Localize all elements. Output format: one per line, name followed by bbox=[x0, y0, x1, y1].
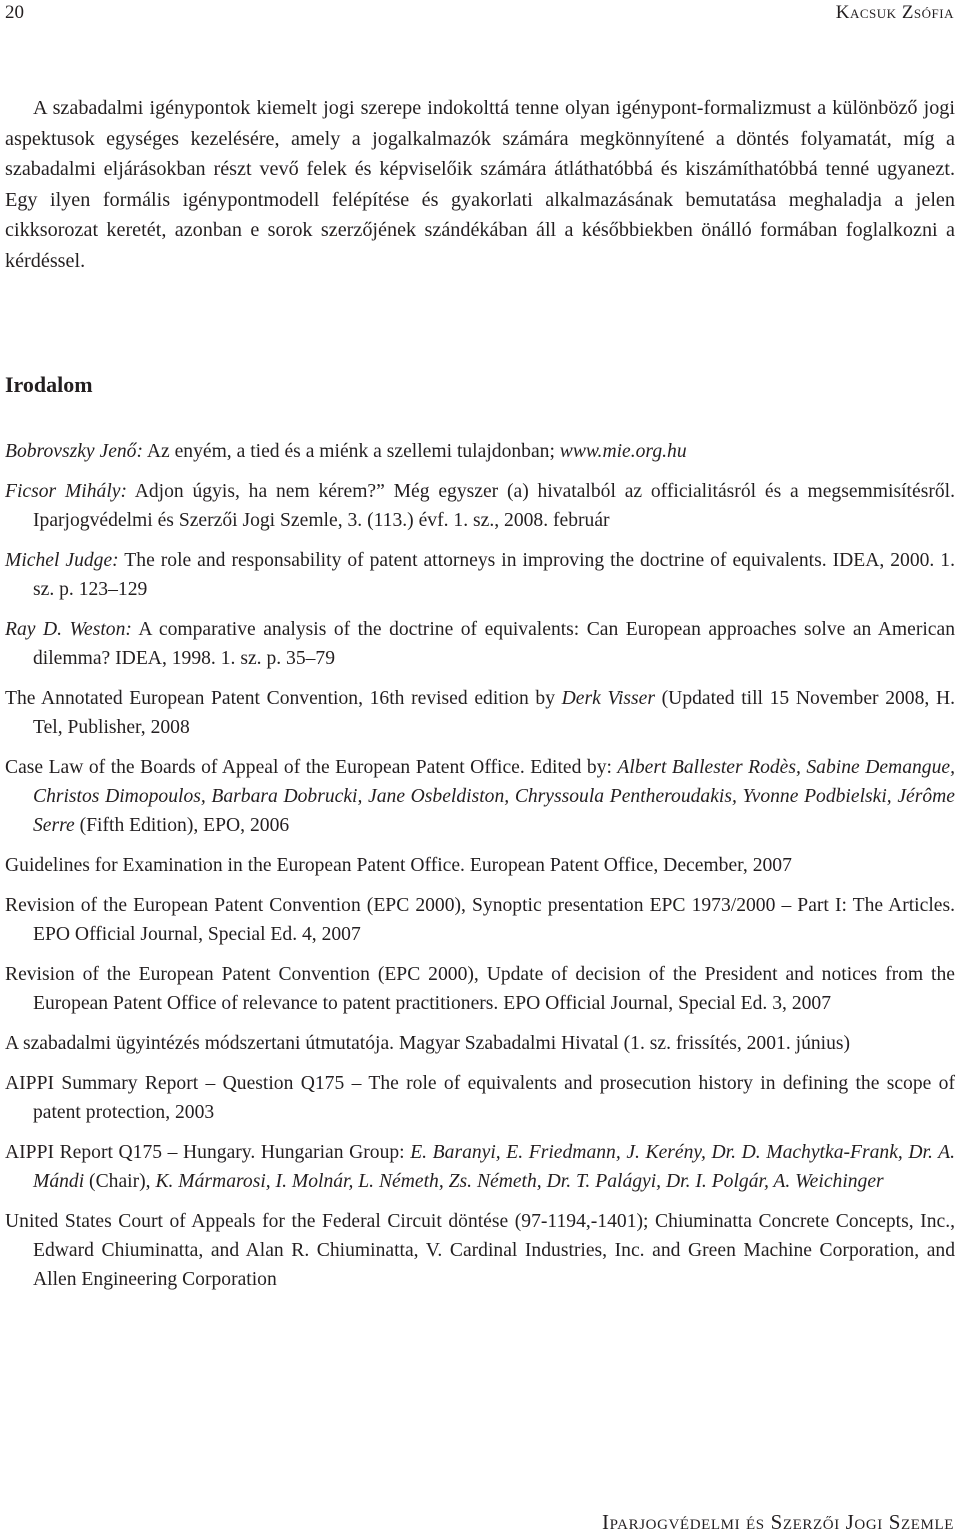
reference-item bbox=[5, 891, 955, 949]
reference-editors: Albert Ballester Rodès, Sabine Demangue, Christos Dimopoulos, Barbara Dobrucki, Jane Osbeldiston, Chryssoula Pentheroudakis, Yvonne Podbielski, Jérôme Serre bbox=[33, 757, 955, 836]
reference-item bbox=[5, 477, 955, 535]
reference-text: (Updated till 15 November 2008, H. Tel, Publisher, 2008 bbox=[33, 688, 955, 738]
reference-item bbox=[5, 1029, 955, 1058]
reference-list bbox=[5, 437, 955, 1305]
reference-text: AIPPI Report Q175 – Hungary. Hungarian Group: bbox=[5, 1142, 411, 1163]
reference-author: Ficsor Mihály: bbox=[5, 481, 127, 502]
reference-text: Revision of the European Patent Convention (EPC 2000), Update of decision of the President and notices from the European Patent Office of relevance to patent practitioners. EPO Official Journal, Special Ed. 3, 2007 bbox=[5, 964, 955, 1014]
reference-text: The role and responsability of patent attorneys in improving the doctrine of equivalents. IDEA, 2000. 1. sz. p. 123–129 bbox=[33, 550, 955, 600]
reference-item bbox=[5, 753, 955, 840]
reference-url: www.mie.org.hu bbox=[559, 441, 687, 462]
reference-text: A comparative analysis of the doctrine of equivalents: Can European approaches solve an American dilemma? IDEA, 1998. 1. sz. p. 35–79 bbox=[33, 619, 955, 669]
body-paragraph: A szabadalmi igénypontok kiemelt jogi szerepe indokolttá tenne olyan igénypont-formalizmust a különböző jogi aspektusok egységes kezelésére, amely a jogalkalmazók számára megkönnyítené a döntés folyamatát, míg a szabadalmi eljárásokban részt vevő felek és képviselőik számára átláthatóbbá és kiszámíthatóbbá tenné ugyanezt. Egy ilyen formális igénypontmodell felépítése és gyakorlati alkalmazásának bemutatása meghaladja a jelen cikksorozat keretét, azonban e sorok szerzőjének szándékában áll a későbbiekben önálló formában foglalkozni a kérdéssel. bbox=[5, 97, 955, 272]
reference-item bbox=[5, 546, 955, 604]
reference-text: Az enyém, a tied és a miénk a szellemi tulajdonban; bbox=[143, 441, 560, 462]
reference-author: Bobrovszky Jenő: bbox=[5, 441, 144, 462]
reference-authors: K. Mármarosi, I. Molnár, L. Németh, Zs. Németh, Dr. T. Palágyi, Dr. I. Polgár, A. Weichinger bbox=[155, 1171, 884, 1192]
reference-item bbox=[5, 1207, 955, 1294]
reference-item bbox=[5, 1138, 955, 1196]
reference-text: (Chair), bbox=[84, 1171, 156, 1192]
reference-item bbox=[5, 851, 955, 880]
reference-item bbox=[5, 960, 955, 1018]
reference-editor: Derk Visser bbox=[561, 688, 655, 709]
reference-text: Revision of the European Patent Convention (EPC 2000), Synoptic presentation EPC 1973/2000 – Part I: The Articles. EPO Official Journal, Special Ed. 4, 2007 bbox=[5, 895, 955, 945]
footer-journal-name: Iparjogvédelmi és Szerzői Jogi Szemle bbox=[602, 1510, 954, 1534]
reference-text: AIPPI Summary Report – Question Q175 – The role of equivalents and prosecution history in defining the scope of patent protection, 2003 bbox=[5, 1073, 955, 1123]
reference-authors: E. Baranyi, E. Friedmann, J. Kerény, Dr. D. Machytka-Frank, Dr. A. Mándi bbox=[33, 1142, 955, 1192]
reference-item bbox=[5, 615, 955, 673]
page-number: 20 bbox=[5, 2, 24, 23]
reference-text: Guidelines for Examination in the European Patent Office. European Patent Office, December, 2007 bbox=[5, 855, 792, 876]
section-heading: Irodalom bbox=[5, 372, 93, 397]
reference-text: The Annotated European Patent Convention, 16th revised edition by bbox=[5, 688, 562, 709]
reference-text: (Fifth Edition), EPO, 2006 bbox=[74, 815, 290, 836]
reference-item bbox=[5, 684, 955, 742]
running-head-author: Kacsuk Zsófia bbox=[835, 2, 954, 23]
reference-author: Ray D. Weston: bbox=[5, 619, 132, 640]
reference-text: A szabadalmi ügyintézés módszertani útmutatója. Magyar Szabadalmi Hivatal (1. sz. frissítés, 2001. június) bbox=[5, 1033, 851, 1054]
reference-author: Michel Judge: bbox=[5, 550, 119, 571]
reference-item bbox=[5, 1069, 955, 1127]
reference-text: Case Law of the Boards of Appeal of the European Patent Office. Edited by: bbox=[5, 757, 618, 778]
reference-text: United States Court of Appeals for the Federal Circuit döntése (97-1194,-1401); Chiuminatta Concrete Concepts, Inc., Edward Chiuminatta, and Alan R. Chiuminatta, V. Cardinal Industries, Inc. and Green Machine Corporation, and Allen Engineering Corporation bbox=[5, 1211, 955, 1290]
reference-text: Adjon úgyis, ha nem kérem?” Még egyszer (a) hivatalból az officialitásról és a megsemmisítésről. Iparjogvédelmi és Szerzői Jogi Szemle, 3. (113.) évf. 1. sz., 2008. február bbox=[33, 481, 955, 531]
reference-item bbox=[5, 437, 955, 466]
